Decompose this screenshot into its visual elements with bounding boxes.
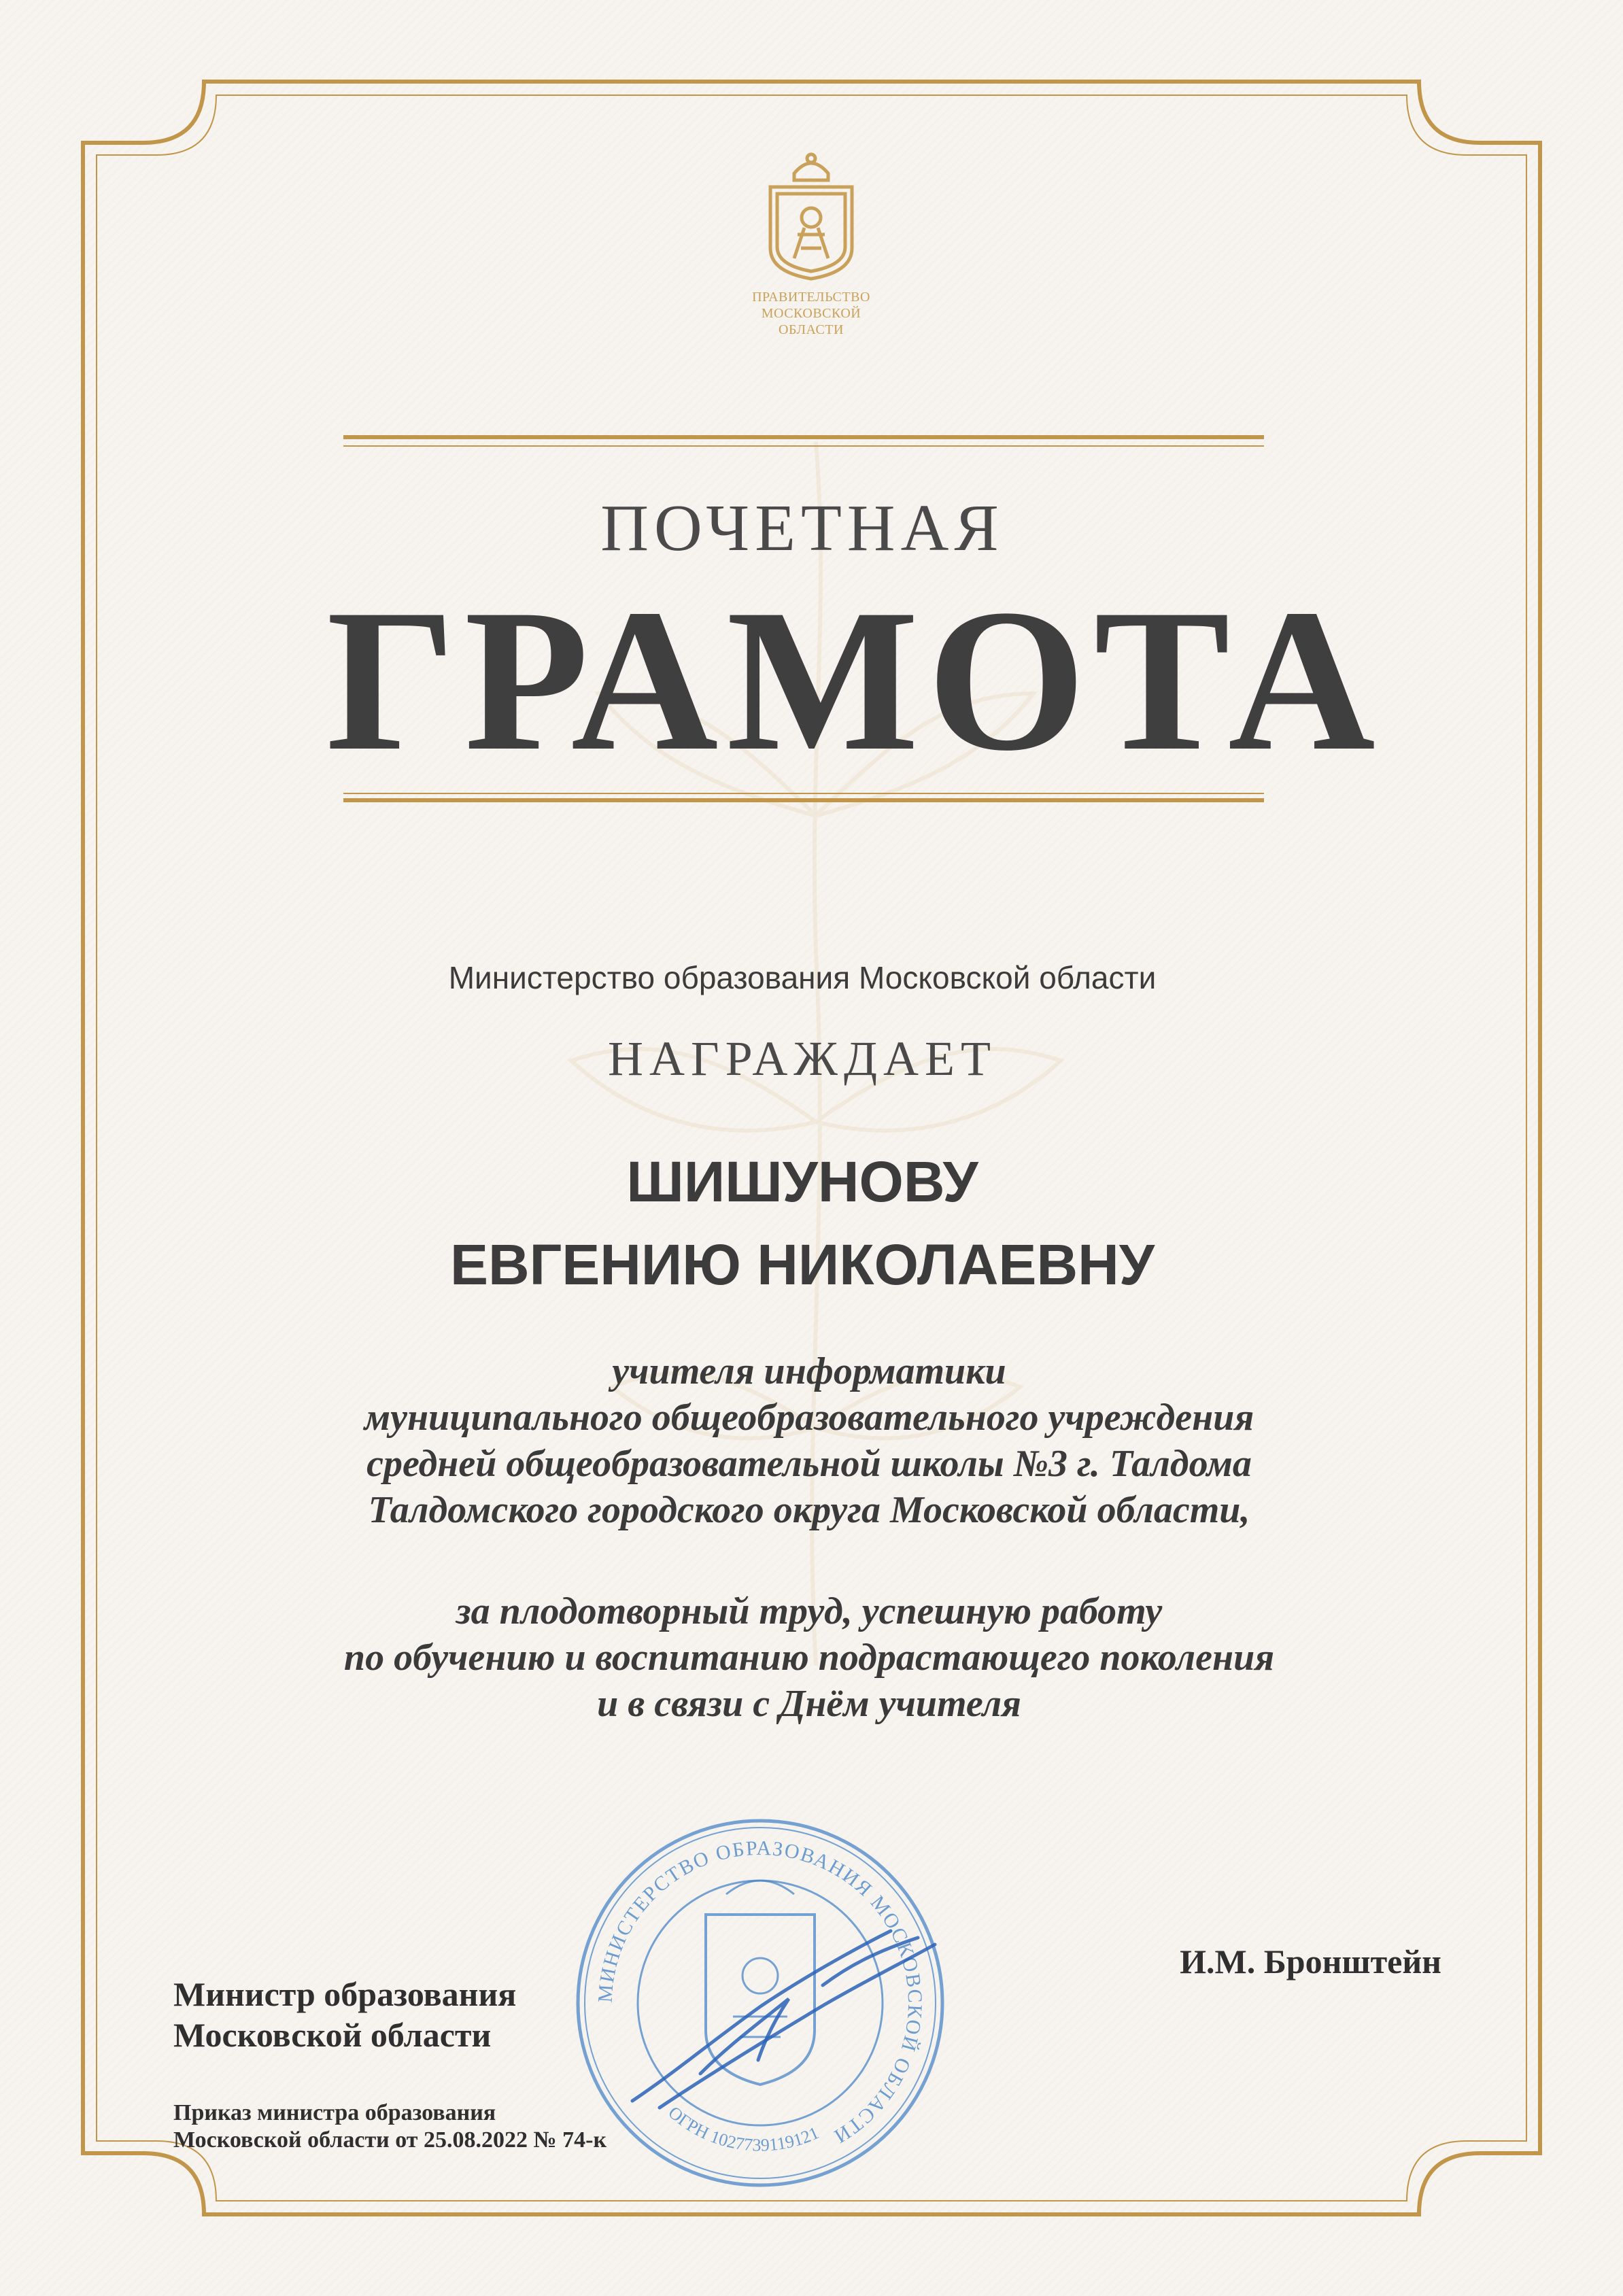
position-description	[204, 1348, 1414, 1533]
order-reference	[173, 2100, 607, 2154]
top-rule-thick	[343, 435, 1264, 439]
position-line: средней общеобразовательной школы №3 г. Талдома	[366, 1443, 1252, 1485]
recipient-given-names: ЕВГЕНИЮ НИКОЛАЕВНУ	[449, 1233, 1155, 1297]
awards-heading: НАГРАЖДАЕТ	[607, 1031, 997, 1086]
reason-line: по обучению и воспитанию подрастающего поколения	[343, 1637, 1275, 1679]
order-line: Приказ министра образования	[173, 2100, 496, 2125]
stamp-ogrn-text: ОГРН 1027739119121	[664, 2102, 822, 2155]
position-line: учителя информатики	[612, 1350, 1006, 1392]
top-rule-thin	[343, 445, 1264, 447]
signatory-name: И.М. Бронштейн	[1180, 1942, 1441, 1981]
title-gramota: ГРАМОТА	[326, 567, 1384, 793]
reason-line: за плодотворный труд, успешную работу	[456, 1590, 1163, 1632]
signature-icon	[619, 1904, 945, 2121]
reason-line: и в связи с Днём учителя	[597, 1683, 1021, 1725]
gov-line-1: ПРАВИТЕЛЬСТВО	[752, 290, 870, 305]
position-line: муниципального общеобразовательного учреждения	[364, 1397, 1254, 1439]
government-name	[675, 289, 947, 338]
signatory-title-line: Московской области	[173, 2016, 492, 2054]
gov-line-3: ОБЛАСТИ	[779, 322, 844, 337]
signatory-title-line: Министр образования	[173, 1975, 517, 2013]
bottom-rule-thin	[343, 793, 1264, 794]
signatory-title	[173, 1974, 516, 2055]
moscow-oblast-emblem-icon	[757, 146, 866, 282]
position-line: Талдомского городского округа Московской области,	[368, 1489, 1250, 1531]
ministry-name: Министерство образования Московской области	[448, 960, 1157, 995]
stamp-ring-text: МИНИСТЕРСТВО ОБРАЗОВАНИЯ МОСКОВСКОЙ ОБЛАСТИ	[594, 1836, 927, 2148]
bottom-rule-thick	[343, 798, 1264, 802]
order-line: Московской области от 25.08.2022 № 74-к	[173, 2127, 607, 2153]
award-reason	[204, 1588, 1414, 1727]
recipient-surname: ШИШУНОВУ	[626, 1150, 978, 1214]
title-pochetnaya: ПОЧЕТНАЯ	[600, 492, 1004, 565]
gov-line-2: МОСКОВСКОЙ	[761, 306, 861, 321]
